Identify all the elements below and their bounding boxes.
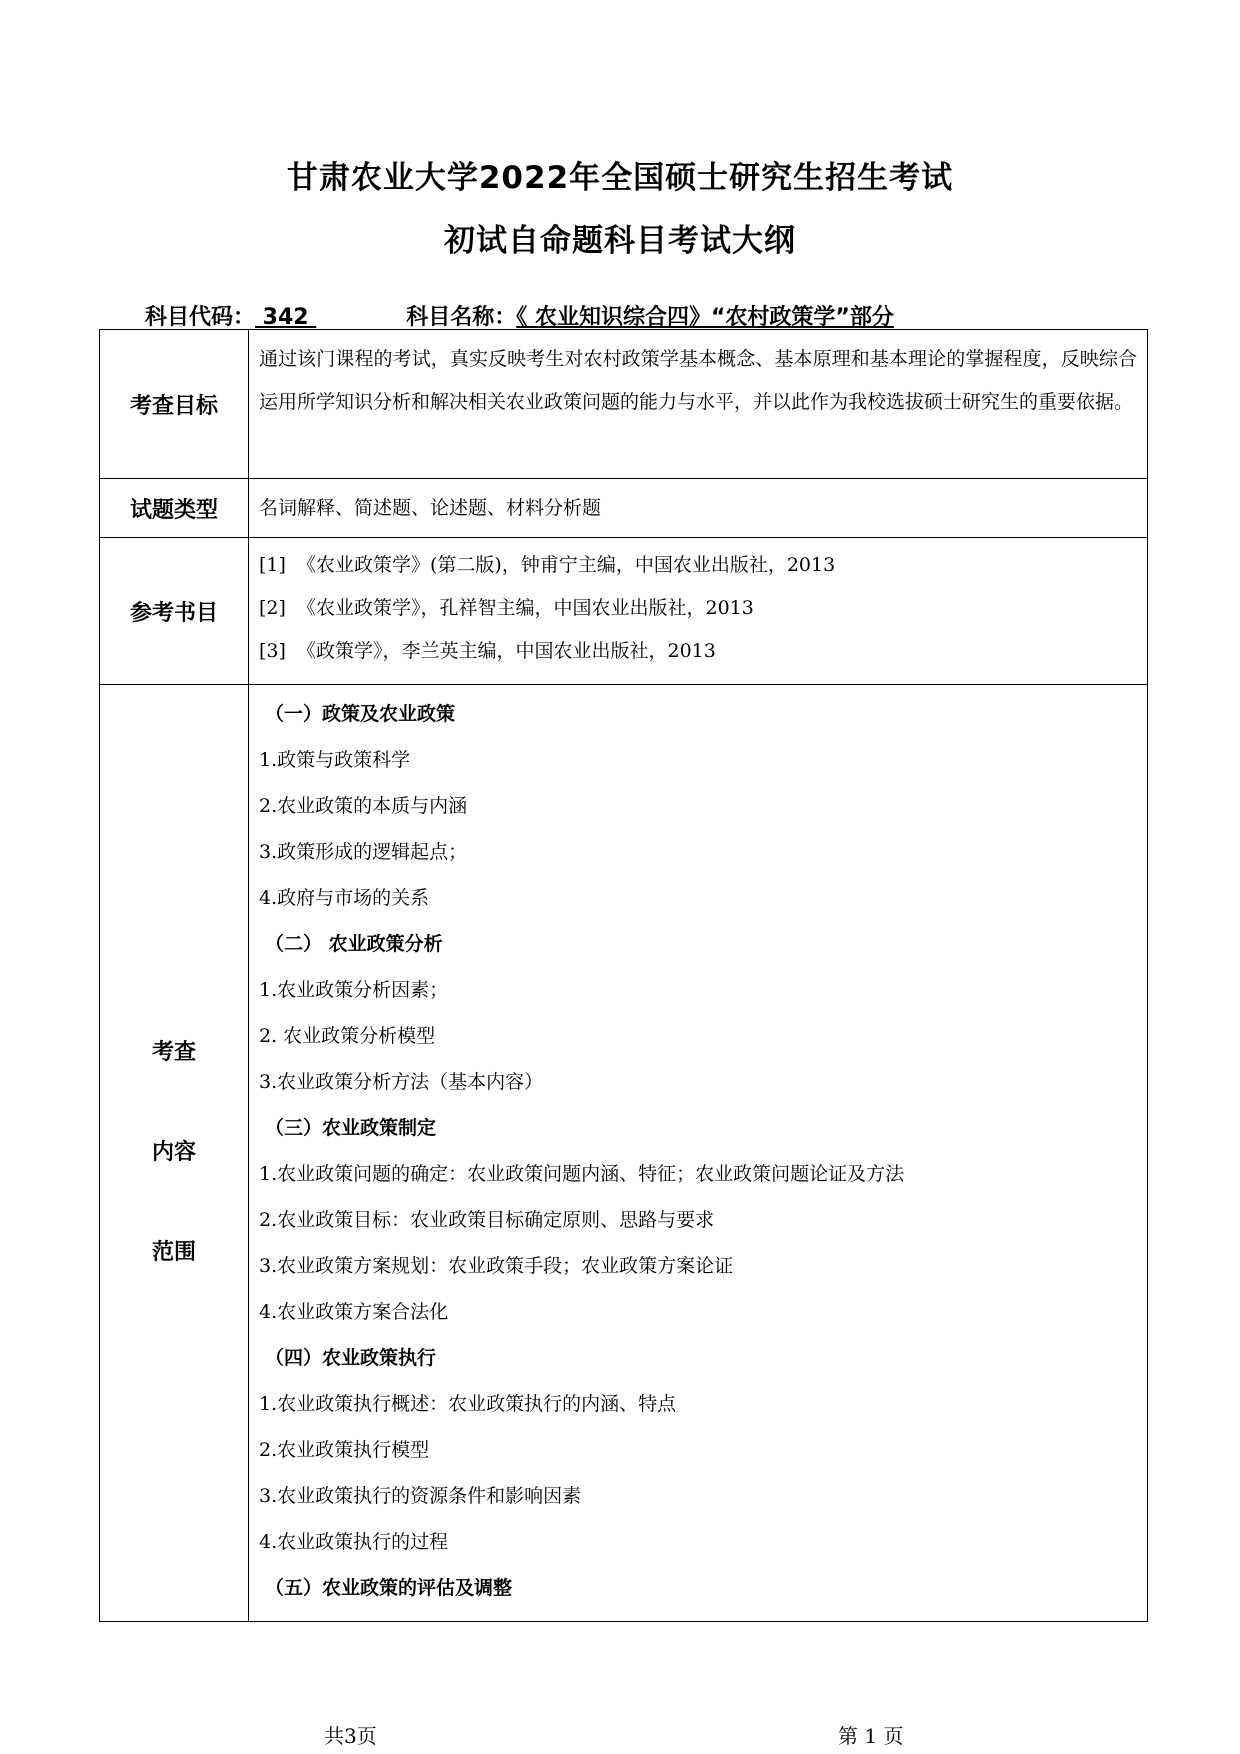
- content-scope-list: [259, 691, 1137, 1611]
- question-types-text: 名词解释、简述题、论述题、材料分析题: [259, 497, 602, 519]
- reference-book-number: [1]: [259, 554, 286, 576]
- content-item: 3.农业政策方案规划：农业政策手段；农业政策方案论证: [259, 1255, 734, 1277]
- content-item: 1.农业政策分析因素；: [259, 979, 449, 1001]
- content-item: 1.农业政策问题的确定：农业政策问题内涵、特征；农业政策问题论证及方法: [259, 1163, 905, 1185]
- content-item: 2.农业政策执行模型: [259, 1439, 430, 1461]
- reference-books-cell: [249, 538, 1148, 685]
- content-scope-label-part: 范围: [151, 1240, 196, 1265]
- content-scope-label-part: 考查: [151, 1040, 196, 1065]
- reference-book-item: [259, 544, 1137, 587]
- content-item: 4.农业政策执行的过程: [259, 1531, 449, 1553]
- reference-book-text: 《农业政策学》，孔祥智主编，中国农业出版社，2013: [297, 597, 754, 619]
- exam-goal-cell: [249, 330, 1148, 479]
- row-question-types: [100, 479, 1148, 538]
- content-item: 1.政策与政策科学: [259, 749, 411, 771]
- content-scope-cell: [249, 685, 1148, 1622]
- reference-book-number: [3]: [259, 640, 286, 662]
- row-reference-books: [100, 538, 1148, 685]
- subject-info-line: [145, 300, 1145, 331]
- content-item: 2. 农业政策分析模型: [259, 1025, 436, 1047]
- subject-name-value: 《 农业知识综合四》“农村政策学”部分: [516, 305, 894, 330]
- reference-book-item: [259, 587, 1137, 630]
- content-item: 3.农业政策分析方法（基本内容）: [259, 1071, 544, 1093]
- content-section-heading: （一）政策及农业政策: [265, 703, 456, 725]
- reference-book-item: [259, 630, 1137, 673]
- footer-page-number: 第 1 页: [838, 1724, 904, 1748]
- reference-book-text: 《政策学》，李兰英主编，中国农业出版社，2013: [297, 640, 716, 662]
- subject-code-value: 342: [255, 305, 317, 330]
- question-types-label: 试题类型: [100, 479, 249, 538]
- document-title-line-1: 甘肃农业大学2022年全国硕士研究生招生考试: [286, 160, 954, 196]
- content-scope-label: [100, 685, 249, 1622]
- content-item: 3.政策形成的逻辑起点；: [259, 841, 468, 863]
- document-title-line-2: 初试自命题科目考试大纲: [444, 223, 796, 259]
- content-section-heading: （三）农业政策制定: [265, 1117, 437, 1139]
- reference-book-number: [2]: [259, 597, 286, 619]
- content-item: 2.农业政策的本质与内涵: [259, 795, 468, 817]
- subject-name-label: 科目名称：: [406, 305, 517, 330]
- content-section-heading: （五）农业政策的评估及调整: [265, 1577, 513, 1599]
- question-types-cell: [249, 479, 1148, 538]
- reference-book-text: 《农业政策学》(第二版)，钟甫宁主编，中国农业出版社，2013: [297, 554, 836, 576]
- content-item: 3.农业政策执行的资源条件和影响因素: [259, 1485, 582, 1507]
- content-section-heading: （二） 农业政策分析: [265, 933, 443, 955]
- content-scope-label-part: 内容: [151, 1140, 196, 1165]
- footer-total-pages: 共3页: [324, 1724, 377, 1748]
- exam-goal-text: 通过该门课程的考试，真实反映考生对农村政策学基本概念、基本原理和基本理论的掌握程度，反映综合运用所学知识分析和解决相关农业政策问题的能力与水平，并以此作为我校选拔硕士研究生的重要依据。: [259, 348, 1137, 413]
- content-item: 4.政府与市场的关系: [259, 887, 430, 909]
- exam-outline-table: [99, 329, 1148, 1622]
- row-exam-goal: [100, 330, 1148, 479]
- content-section-heading: （四）农业政策执行: [265, 1347, 437, 1369]
- subject-code-label: 科目代码：: [145, 305, 256, 330]
- content-item: 4.农业政策方案合法化: [259, 1301, 449, 1323]
- exam-goal-label: 考查目标: [100, 330, 249, 479]
- content-item: 2.农业政策目标：农业政策目标确定原则、思路与要求: [259, 1209, 715, 1231]
- row-content-scope: [100, 685, 1148, 1622]
- reference-books-label: 参考书目: [100, 538, 249, 685]
- content-item: 1.农业政策执行概述：农业政策执行的内涵、特点: [259, 1393, 677, 1415]
